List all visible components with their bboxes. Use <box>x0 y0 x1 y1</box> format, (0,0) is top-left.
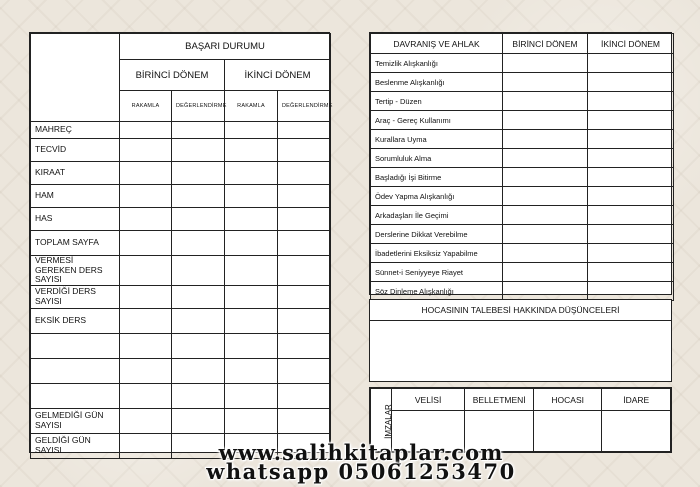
table-row <box>371 111 674 130</box>
behavior-label: Söz Dinleme Alışkanlığı <box>371 282 503 301</box>
behavior-label: Sünnet-i Seniyyeye Riayet <box>371 263 503 282</box>
behavior-header: DAVRANIŞ VE AHLAK <box>371 34 503 54</box>
watermark-website: www.salihkitaplar.com <box>218 440 504 465</box>
behavior-label: Araç - Gereç Kullanımı <box>371 111 503 130</box>
row-label: MAHREÇ <box>31 122 120 139</box>
table-row <box>31 208 331 231</box>
subcol-numeric-2: RAKAMLA <box>225 91 278 122</box>
row-label <box>31 383 120 408</box>
row-label: VERDİĞİ DERS SAYISI <box>31 285 120 308</box>
signature-col-teacher: HOCASI <box>533 389 602 411</box>
row-label: KIRAAT <box>31 162 120 185</box>
table-row <box>31 333 331 358</box>
subcol-numeric-1: RAKAMLA <box>120 91 172 122</box>
achievement-title: BAŞARI DURUMU <box>120 34 331 60</box>
row-label: TECVİD <box>31 139 120 162</box>
table-row <box>31 308 331 333</box>
teacher-thoughts-box <box>369 299 672 382</box>
achievement-table <box>29 32 333 455</box>
table-row <box>31 358 331 383</box>
subcol-evaluation-2: DEĞERLENDİRME <box>278 91 331 122</box>
table-row <box>371 130 674 149</box>
behavior-label: Temizlik Alışkanlığı <box>371 54 503 73</box>
row-label: GELMEDİĞİ GÜN SAYISI <box>31 408 120 433</box>
table-row <box>31 139 331 162</box>
first-term-header: BİRİNCİ DÖNEM <box>120 60 225 91</box>
table-row <box>31 162 331 185</box>
behavior-label: İbadetlerini Eksiksiz Yapabilme <box>371 244 503 263</box>
behavior-label: Ödev Yapma Alışkanlığı <box>371 187 503 206</box>
behavior-label: Sorumluluk Alma <box>371 149 503 168</box>
table-row <box>371 206 674 225</box>
table-row <box>371 92 674 111</box>
teacher-thoughts-title: HOCASININ TALEBESİ HAKKINDA DÜŞÜNCELERİ <box>370 300 671 321</box>
signature-col-parent: VELİSİ <box>391 389 465 411</box>
row-label: EKSİK DERS <box>31 308 120 333</box>
row-label <box>31 333 120 358</box>
behavior-label: Arkadaşları İle Geçimi <box>371 206 503 225</box>
row-label: HAS <box>31 208 120 231</box>
watermark-phone: whatsapp 05061253470 <box>206 459 516 484</box>
behavior-label: Beslenme Alışkanlığı <box>371 73 503 92</box>
behavior-first-term-header: BİRİNCİ DÖNEM <box>503 34 588 54</box>
signature-col-assistant: BELLETMENİ <box>465 389 534 411</box>
behavior-second-term-header: İKİNCİ DÖNEM <box>588 34 674 54</box>
table-row <box>371 225 674 244</box>
table-row <box>371 168 674 187</box>
table-row <box>371 187 674 206</box>
table-row <box>371 149 674 168</box>
row-label: VERMESİ GEREKEN DERS SAYISI <box>31 256 120 286</box>
row-label: GELDİĞİ GÜN SAYISI <box>31 433 120 458</box>
signature-col-admin: İDARE <box>602 389 671 411</box>
table-row <box>371 73 674 92</box>
second-term-header: İKİNCİ DÖNEM <box>225 60 331 91</box>
table-row <box>31 231 331 256</box>
signatures-vertical-label: İMZALAR <box>383 404 393 439</box>
table-row <box>31 408 331 433</box>
behavior-table <box>369 32 672 295</box>
table-row <box>31 256 331 286</box>
table-row <box>31 383 331 408</box>
table-row <box>371 244 674 263</box>
behavior-label: Derslerine Dikkat Verebilme <box>371 225 503 244</box>
achievement-corner-cell <box>31 34 120 122</box>
behavior-label: Başladığı İşi Bitirme <box>371 168 503 187</box>
table-row <box>371 54 674 73</box>
table-row <box>371 263 674 282</box>
table-row <box>31 285 331 308</box>
behavior-label: Kurallara Uyma <box>371 130 503 149</box>
table-row <box>371 282 674 301</box>
table-row <box>31 185 331 208</box>
row-label <box>31 358 120 383</box>
row-label: TOPLAM SAYFA <box>31 231 120 256</box>
subcol-evaluation-1: DEĞERLENDİRME <box>172 91 225 122</box>
table-row <box>31 122 331 139</box>
behavior-label: Tertip - Düzen <box>371 92 503 111</box>
row-label: HAM <box>31 185 120 208</box>
